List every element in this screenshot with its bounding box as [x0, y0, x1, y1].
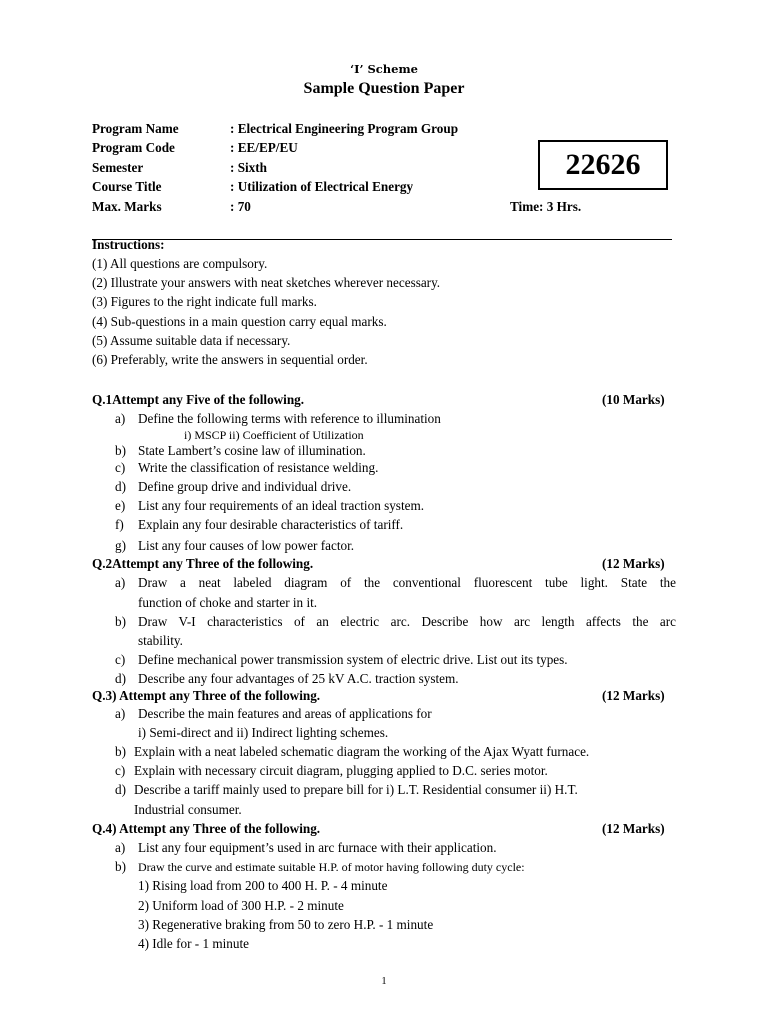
scheme-label: ‘I’ Scheme	[350, 62, 418, 76]
course-title-value: : Utilization of Electrical Energy	[230, 179, 414, 194]
item-text: Explain with a neat labeled schematic diagram the working of the Ajax Wyatt furnace.	[134, 744, 590, 759]
item-text: Explain with necessary circuit diagram, plugging applied to D.C. series motor.	[134, 763, 548, 778]
list-item-continuation: i) Semi-direct and ii) Indirect lighting schemes.	[138, 725, 389, 740]
item-text: Describe a tariff mainly used to prepare bill for i) L.T. Residential consumer ii) H.T.	[134, 782, 578, 797]
q3-heading: Q.3) Attempt any Three of the following.	[92, 688, 321, 703]
list-item	[115, 517, 403, 533]
max-marks-value: : 70	[230, 199, 251, 214]
list-item-continuation: function of choke and starter in it.	[138, 595, 318, 610]
list-item	[115, 411, 441, 427]
instruction-item: (5) Assume suitable data if necessary.	[92, 333, 291, 348]
item-letter: b)	[115, 614, 126, 629]
list-item-continuation: i) MSCP ii) Coefficient of Utilization	[184, 428, 364, 442]
list-item-continuation: 2) Uniform load of 300 H.P. - 2 minute	[138, 898, 344, 913]
semester-label: Semester	[92, 160, 144, 175]
item-text: Define the following terms with reference to illumination	[138, 411, 441, 426]
list-item	[115, 443, 366, 459]
list-item	[115, 460, 378, 476]
q2-marks: (12 Marks)	[602, 556, 665, 571]
instructions-heading: Instructions:	[92, 237, 165, 252]
list-item-continuation: 4) Idle for - 1 minute	[138, 936, 249, 951]
list-item	[115, 671, 459, 687]
list-item	[115, 498, 424, 514]
item-text: List any four equipment’s used in arc furnace with their application.	[138, 840, 497, 855]
item-text: State Lambert’s cosine law of illumination.	[138, 443, 366, 458]
time-duration: Time: 3 Hrs.	[510, 199, 582, 214]
item-text: List any four requirements of an ideal traction system.	[138, 498, 425, 513]
course-title-label: Course Title	[92, 179, 162, 194]
divider-line	[92, 239, 672, 240]
item-letter: c)	[115, 652, 126, 667]
item-letter: d)	[115, 671, 126, 686]
list-item-continuation: 3) Regenerative braking from 50 to zero H.P. - 1 minute	[138, 917, 434, 932]
list-item	[115, 840, 497, 856]
instruction-item: (3) Figures to the right indicate full marks.	[92, 294, 317, 309]
page-number: 1	[381, 976, 387, 987]
list-item-continuation: 1) Rising load from 200 to 400 H. P. - 4 minute	[138, 878, 388, 893]
instruction-item: (2) Illustrate your answers with neat sketches wherever necessary.	[92, 275, 441, 290]
item-text: Define mechanical power transmission system of electric drive. List out its types.	[138, 652, 568, 667]
list-item	[115, 744, 589, 760]
item-text: Draw the curve and estimate suitable H.P. of motor having following duty cycle:	[138, 860, 525, 874]
q2-heading: Q.2Attempt any Three of the following.	[92, 556, 314, 571]
item-letter: a)	[115, 411, 126, 426]
program-code-value: : EE/EP/EU	[230, 140, 298, 155]
list-item	[115, 859, 525, 875]
item-text: Draw V-I characteristics of an electric arc. Describe how arc length affects the arc	[138, 614, 676, 629]
list-item	[115, 763, 548, 779]
item-letter: b)	[115, 859, 126, 874]
item-letter: a)	[115, 840, 126, 855]
item-text: Describe any four advantages of 25 kV A.C. traction system.	[138, 671, 459, 686]
item-letter: g)	[115, 538, 126, 553]
q1-marks: (10 Marks)	[602, 392, 665, 407]
item-letter: a)	[115, 575, 126, 590]
item-text: Draw a neat labeled diagram of the conventional fluorescent tube light. State the	[138, 575, 676, 590]
list-item	[115, 782, 578, 798]
item-letter: a)	[115, 706, 126, 721]
item-text: List any four causes of low power factor.	[138, 538, 355, 553]
max-marks-label: Max. Marks	[92, 199, 162, 214]
program-name-label: Program Name	[92, 121, 179, 136]
list-item-continuation: stability.	[138, 633, 183, 648]
q4-marks: (12 Marks)	[602, 821, 665, 836]
list-item	[115, 652, 568, 668]
item-letter: c)	[115, 460, 126, 475]
list-item	[115, 575, 138, 591]
paper-title: Sample Question Paper	[303, 80, 465, 97]
list-item	[115, 538, 354, 554]
item-letter: b)	[115, 443, 126, 458]
list-item	[115, 706, 432, 722]
instruction-item: (4) Sub-questions in a main question carry equal marks.	[92, 314, 387, 329]
list-item	[115, 479, 351, 495]
q1-heading: Q.1Attempt any Five of the following.	[92, 392, 305, 407]
item-text: Write the classification of resistance welding.	[138, 460, 379, 475]
item-letter: c)	[115, 763, 126, 778]
item-text: Describe the main features and areas of applications for	[138, 706, 432, 721]
item-letter: b)	[115, 744, 126, 759]
list-item	[115, 614, 138, 630]
course-code-box: 22626	[538, 140, 668, 190]
item-text: Explain any four desirable characteristics of tariff.	[138, 517, 404, 532]
item-letter: d)	[115, 479, 126, 494]
program-name-value: : Electrical Engineering Program Group	[230, 121, 459, 136]
semester-value: : Sixth	[230, 160, 268, 175]
item-letter: d)	[115, 782, 126, 797]
q3-marks: (12 Marks)	[602, 688, 665, 703]
program-code-label: Program Code	[92, 140, 175, 155]
instruction-item: (1) All questions are compulsory.	[92, 256, 268, 271]
item-letter: f)	[115, 517, 124, 532]
instruction-item: (6) Preferably, write the answers in sequential order.	[92, 352, 368, 367]
q4-heading: Q.4) Attempt any Three of the following.	[92, 821, 321, 836]
item-text: Define group drive and individual drive.	[138, 479, 352, 494]
item-letter: e)	[115, 498, 126, 513]
list-item-continuation: Industrial consumer.	[134, 802, 242, 817]
